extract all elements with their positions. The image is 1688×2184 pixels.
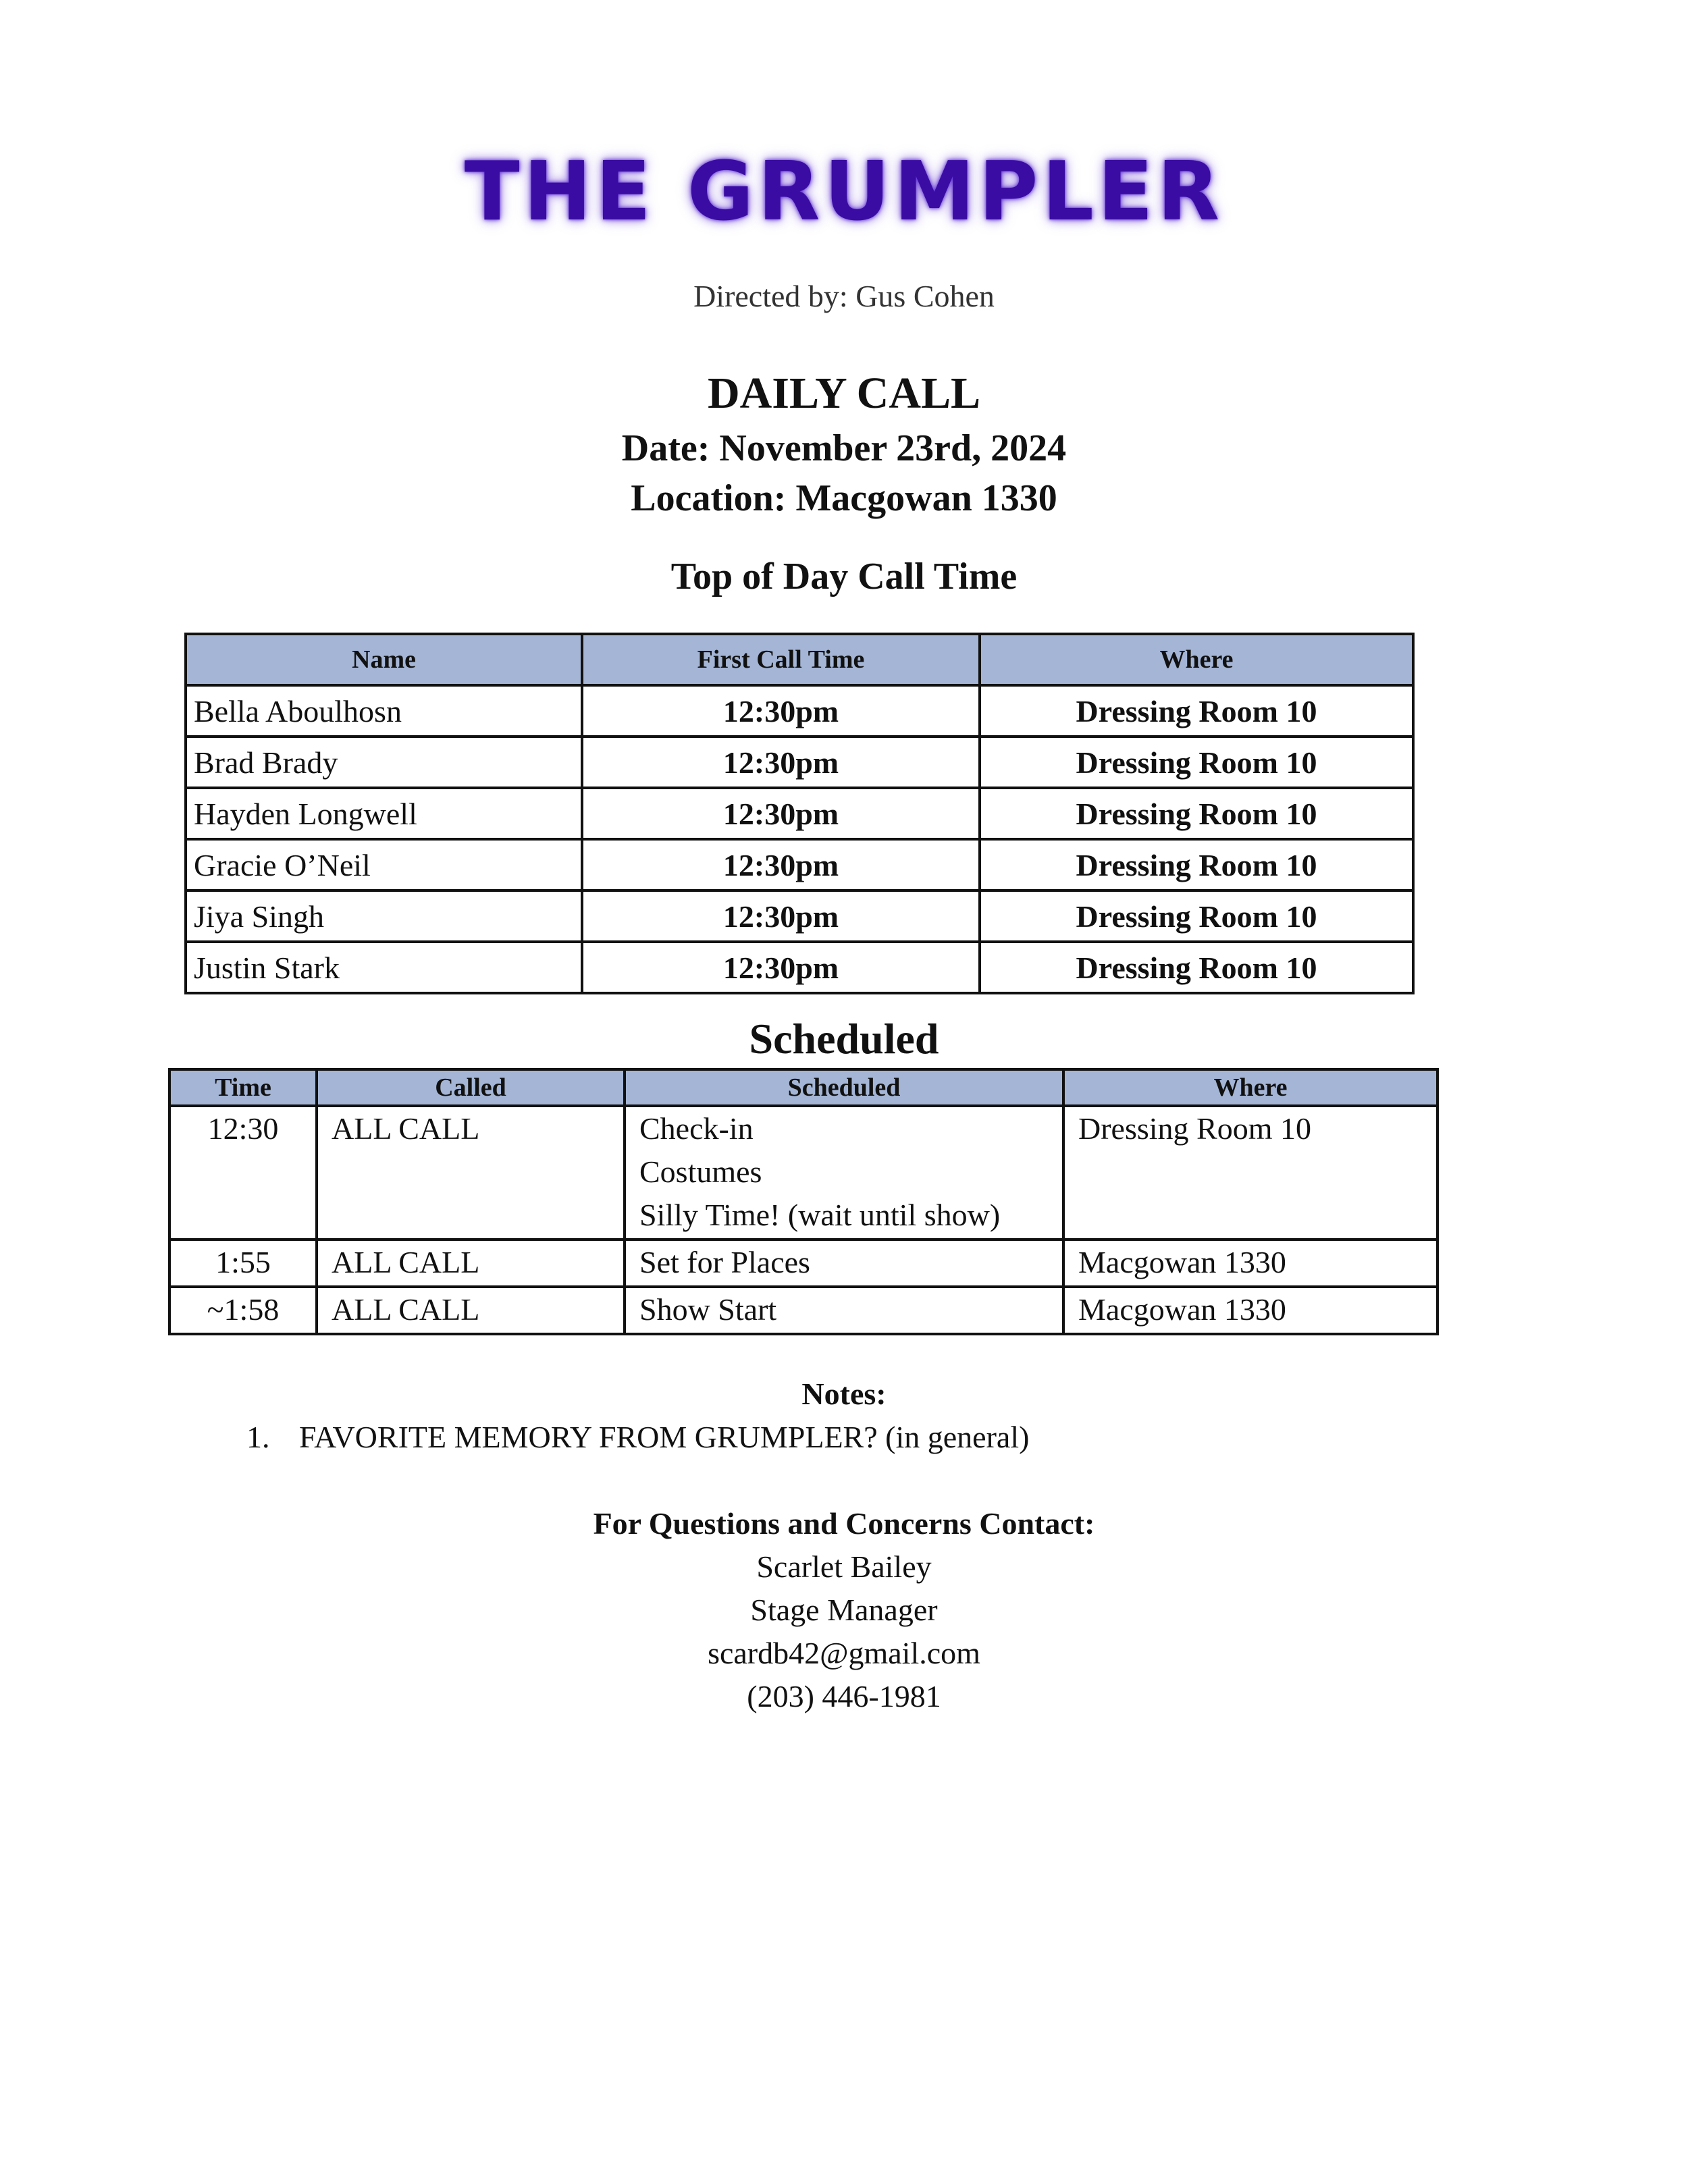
notes-list [246, 1419, 1029, 1455]
call-time: 12:30pm [582, 685, 980, 737]
notes-heading: Notes: [801, 1377, 887, 1411]
schedule-items [625, 1106, 1063, 1240]
table-row [186, 839, 1413, 890]
call-location: Location: Macgowan 1330 [631, 477, 1057, 519]
table-row [169, 1106, 1438, 1240]
column-header: First Call Time [582, 634, 980, 685]
schedule-time: ~1:58 [169, 1287, 317, 1334]
call-time: 12:30pm [582, 942, 980, 993]
contact-role: Stage Manager [750, 1593, 938, 1627]
schedule-where: Dressing Room 10 [1063, 1106, 1438, 1240]
page-title: DAILY CALL [707, 369, 981, 418]
schedule-item: Check-in [639, 1111, 754, 1146]
cast-name: Justin Stark [186, 942, 582, 993]
call-time: 12:30pm [582, 788, 980, 839]
cast-name: Gracie O’Neil [186, 839, 582, 890]
call-where: Dressing Room 10 [980, 942, 1413, 993]
list-item [246, 1419, 1029, 1455]
schedule-called: ALL CALL [317, 1287, 625, 1334]
schedule-item: Set for Places [639, 1245, 810, 1279]
note-number: 1. [246, 1420, 270, 1454]
table-row [169, 1240, 1438, 1287]
call-where: Dressing Room 10 [980, 685, 1413, 737]
schedule-items [625, 1240, 1063, 1287]
schedule-where: Macgowan 1330 [1063, 1287, 1438, 1334]
schedule-called: ALL CALL [317, 1106, 625, 1240]
director-credit: Directed by: Gus Cohen [693, 279, 995, 313]
table-row [186, 942, 1413, 993]
table-row [186, 890, 1413, 942]
schedule-where: Macgowan 1330 [1063, 1240, 1438, 1287]
column-header: Where [1063, 1069, 1438, 1106]
schedule-items [625, 1287, 1063, 1334]
table-row [186, 737, 1413, 788]
call-time: 12:30pm [582, 839, 980, 890]
column-header: Where [980, 634, 1413, 685]
schedule-called: ALL CALL [317, 1240, 625, 1287]
call-where: Dressing Room 10 [980, 737, 1413, 788]
schedule-time: 12:30 [169, 1106, 317, 1240]
top-of-day-table [184, 633, 1415, 994]
column-header: Scheduled [625, 1069, 1063, 1106]
cast-name: Brad Brady [186, 737, 582, 788]
call-where: Dressing Room 10 [980, 788, 1413, 839]
call-date: Date: November 23rd, 2024 [621, 427, 1067, 469]
column-header: Name [186, 634, 582, 685]
table-row [186, 788, 1413, 839]
contact-email[interactable]: scardb42@gmail.com [708, 1636, 980, 1670]
scheduled-heading: Scheduled [749, 1015, 939, 1063]
show-logo: THE GRUMPLER [464, 145, 1224, 239]
top-of-day-heading: Top of Day Call Time [670, 556, 1018, 597]
cast-name: Bella Aboulhosn [186, 685, 582, 737]
schedule-item: Silly Time! (wait until show) [639, 1198, 1001, 1232]
column-header: Time [169, 1069, 317, 1106]
table-row [169, 1287, 1438, 1334]
call-time: 12:30pm [582, 890, 980, 942]
table-header-row [186, 634, 1413, 685]
table-header-row [169, 1069, 1438, 1106]
call-where: Dressing Room 10 [980, 890, 1413, 942]
call-where: Dressing Room 10 [980, 839, 1413, 890]
schedule-item: Costumes [639, 1154, 762, 1189]
contact-name: Scarlet Bailey [756, 1549, 932, 1584]
schedule-time: 1:55 [169, 1240, 317, 1287]
contact-heading: For Questions and Concerns Contact: [593, 1506, 1095, 1541]
cast-name: Jiya Singh [186, 890, 582, 942]
contact-phone: (203) 446-1981 [747, 1679, 941, 1713]
schedule-item: Show Start [639, 1292, 777, 1327]
scheduled-table [168, 1068, 1439, 1335]
table-row [186, 685, 1413, 737]
cast-name: Hayden Longwell [186, 788, 582, 839]
call-time: 12:30pm [582, 737, 980, 788]
note-text: FAVORITE MEMORY FROM GRUMPLER? (in general) [299, 1420, 1030, 1454]
column-header: Called [317, 1069, 625, 1106]
